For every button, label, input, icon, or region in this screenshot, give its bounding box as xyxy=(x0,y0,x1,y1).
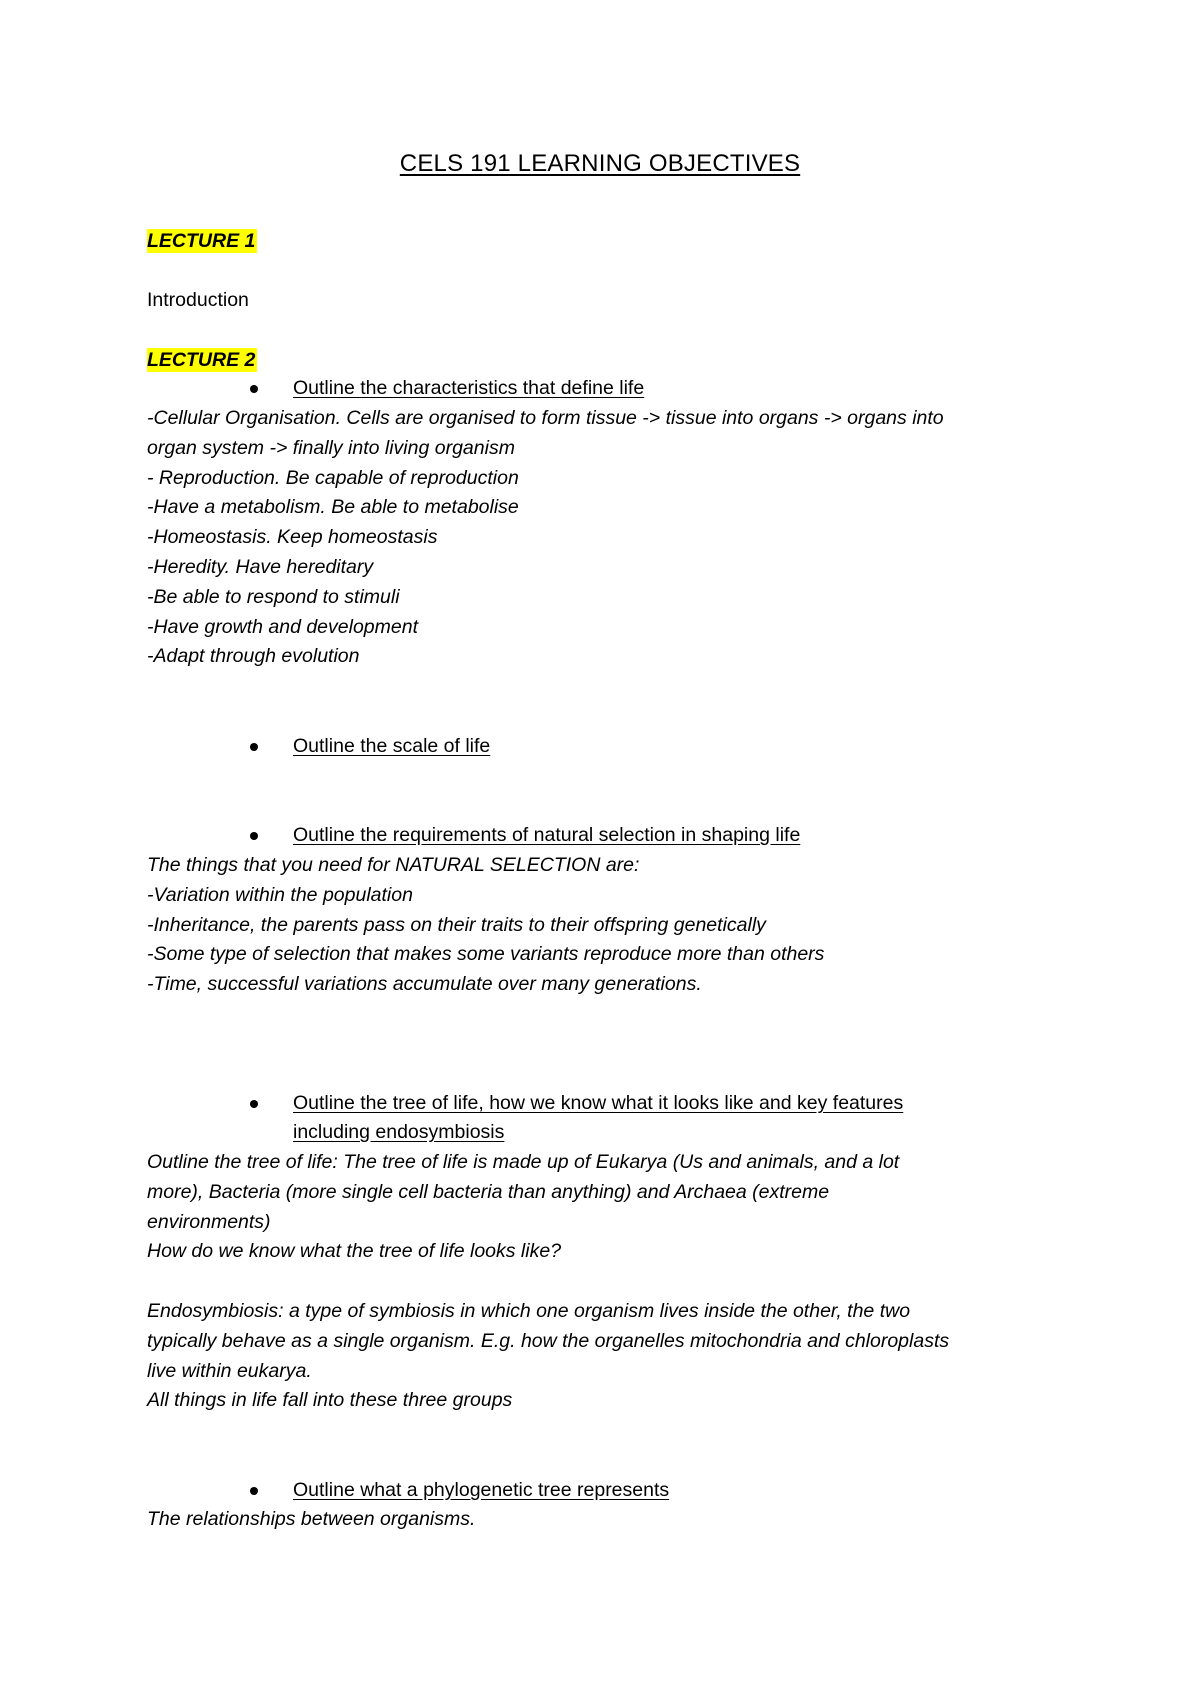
bullet-icon xyxy=(250,1487,258,1495)
body-line: organ system -> finally into living organism xyxy=(147,436,515,459)
body-line: Outline the tree of life: The tree of life is made up of Eukarya (Us and animals, and a lot xyxy=(147,1151,900,1173)
body-line: -Have growth and development xyxy=(147,615,418,638)
body-line xyxy=(147,1267,1077,1297)
lecture-1-text: Introduction xyxy=(147,289,249,311)
body-line: -Time, successful variations accumulate over many generations. xyxy=(147,973,702,996)
section-heading-text: including endosymbiosis xyxy=(293,1121,505,1143)
bullet-icon xyxy=(250,743,258,751)
body-line: typically behave as a single organism. E.g. how the organelles mitochondria and chloroplasts xyxy=(147,1329,950,1352)
body-line: -Inheritance, the parents pass on their traits to their offspring genetically xyxy=(147,913,766,936)
section-natural-selection-body xyxy=(147,851,1077,1000)
body-line: - Reproduction. Be capable of reproduction xyxy=(147,466,519,489)
body-line: -Variation within the population xyxy=(147,883,413,906)
body-line: -Some type of selection that makes some variants reproduce more than others xyxy=(147,943,825,966)
body-line: -Have a metabolism. Be able to metabolise xyxy=(147,496,519,519)
section-phylogenetic-body xyxy=(147,1505,1077,1535)
section-characteristics-body xyxy=(147,404,1077,672)
lecture-2-label: LECTURE 2 xyxy=(147,349,256,371)
body-line: Endosymbiosis: a type of symbiosis in which one organism lives inside the other, the two xyxy=(147,1299,911,1322)
section-heading-text: Outline the scale of life xyxy=(293,735,491,757)
body-line: -Heredity. Have hereditary xyxy=(147,555,374,578)
body-line: How do we know what the tree of life looks like? xyxy=(147,1240,562,1263)
body-line: The relationships between organisms. xyxy=(147,1508,476,1530)
page-title: CELS 191 LEARNING OBJECTIVES xyxy=(399,150,801,177)
lecture-1-heading xyxy=(147,226,257,256)
lecture-2-heading xyxy=(147,345,257,375)
body-line: All things in life fall into these three groups xyxy=(147,1389,513,1412)
body-line: The things that you need for NATURAL SELECTION are: xyxy=(147,854,640,876)
section-heading-text: Outline the characteristics that define life xyxy=(293,377,645,399)
body-line: -Cellular Organisation. Cells are organised to form tissue -> tissue into organs -> organs into xyxy=(147,407,944,429)
bullet-icon xyxy=(250,385,258,393)
section-heading-text: Outline the tree of life, how we know what it looks like and key features xyxy=(293,1092,904,1114)
section-heading-text: Outline what a phylogenetic tree represents xyxy=(293,1479,670,1501)
bullet-icon xyxy=(250,1100,258,1108)
body-line: -Adapt through evolution xyxy=(147,645,360,668)
body-line: -Be able to respond to stimuli xyxy=(147,585,400,608)
body-line: environments) xyxy=(147,1210,271,1233)
bullet-icon xyxy=(250,832,258,840)
lecture-1-label: LECTURE 1 xyxy=(147,230,256,252)
body-line: -Homeostasis. Keep homeostasis xyxy=(147,526,438,549)
body-line: more), Bacteria (more single cell bacteria than anything) and Archaea (extreme xyxy=(147,1180,830,1203)
section-heading-text: Outline the requirements of natural selection in shaping life xyxy=(293,824,801,846)
body-line: live within eukarya. xyxy=(147,1359,312,1382)
section-tree-of-life-body xyxy=(147,1148,1077,1416)
